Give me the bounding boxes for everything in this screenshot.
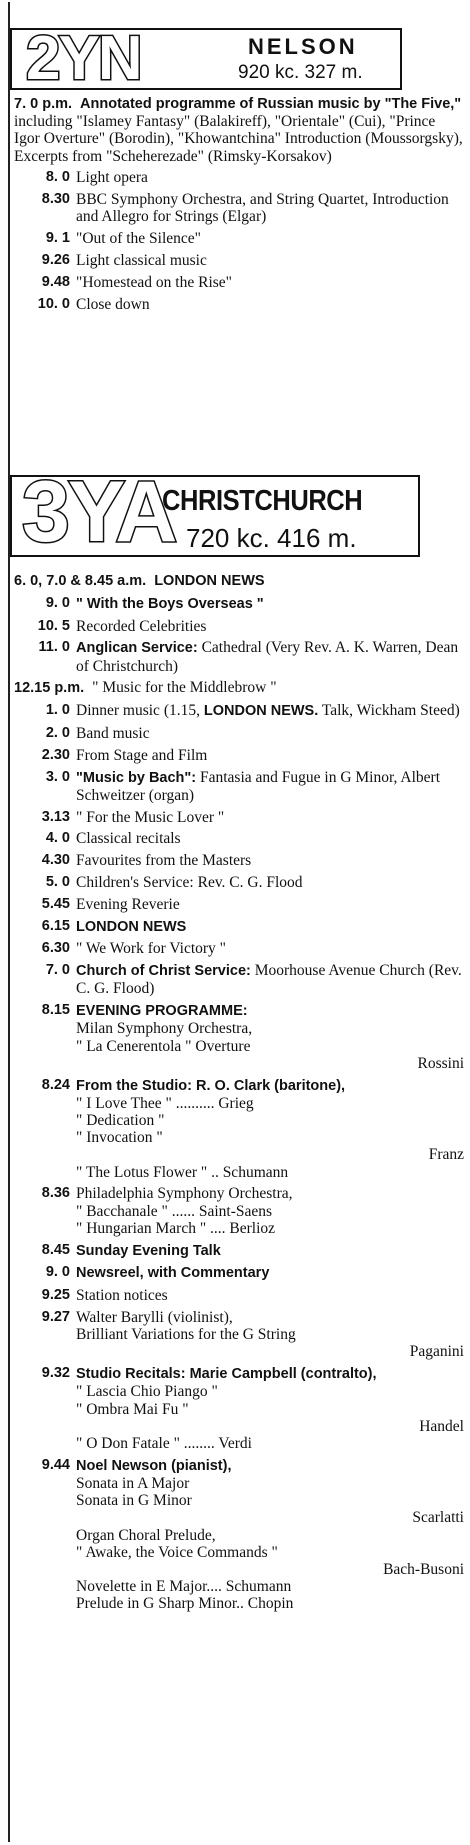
entry-desc: Light classical music: [76, 252, 207, 269]
schedule-entry: [14, 852, 464, 869]
entry-bold: "Music by Bach":: [76, 769, 197, 786]
entry-line: " Lascia Chio Piango ": [76, 1383, 218, 1401]
entry-time: 9.44: [41, 1456, 70, 1473]
entry-text: [76, 618, 464, 635]
schedule-entry: [14, 1077, 464, 1181]
entry-time: 3. 0: [45, 768, 70, 785]
entry-line: Organ Choral Prelude,: [76, 1526, 216, 1544]
entry-time: 8.36: [41, 1185, 70, 1202]
entry-time: 8.15: [41, 1002, 70, 1019]
entry-time: 6.15: [41, 917, 70, 934]
entry-time: 8.45: [41, 1241, 70, 1258]
entry-composer: Rossini: [417, 1054, 464, 1072]
entry-time: 4.30: [41, 852, 70, 869]
entry-time: 6.30: [41, 940, 70, 957]
entry-text: [76, 191, 464, 225]
schedule-entry: [14, 618, 464, 635]
entry-bold: Noel Newson (pianist),: [76, 1457, 232, 1474]
station-callsign: 3YA: [22, 464, 176, 560]
entry-desc: Close down: [76, 295, 150, 313]
schedule-entry: [14, 725, 464, 742]
entry-text: [76, 274, 464, 291]
entry-time: 2.30: [41, 746, 70, 763]
entry-composer: Franz: [428, 1146, 464, 1164]
entry-composer: Scarlatti: [412, 1509, 464, 1527]
schedule-entry: [14, 702, 464, 720]
entry-line: " The Lotus Flower " .. Schumann: [76, 1163, 289, 1181]
schedule-entry: [14, 874, 464, 891]
entry-desc: Evening Reverie: [76, 895, 180, 913]
entry-composer: Bach-Busoni: [383, 1561, 464, 1578]
entry-text: [76, 918, 464, 936]
entry-time: 9. 0: [45, 594, 70, 611]
entry-time: 10. 0: [37, 295, 70, 312]
entry-composer: Handel: [419, 1417, 464, 1435]
entry-line: " Dedication ": [76, 1111, 165, 1129]
schedule-entry: [14, 1242, 464, 1260]
schedule-entry: [14, 962, 464, 997]
entry-desc: " For the Music Lover ": [76, 808, 225, 826]
schedule-entry: [14, 1457, 464, 1613]
entry-bold: Church of Christ Service:: [76, 963, 251, 980]
entry-text: [76, 852, 464, 869]
entry-text: [76, 940, 464, 957]
entry-line: Novelette in E Major.... Schumann: [76, 1578, 292, 1596]
entry-desc: Dinner music (1.15,: [76, 702, 204, 720]
entry-text: [76, 830, 464, 847]
entry-bold: LONDON NEWS: [76, 918, 187, 935]
entry-time: 9. 1: [45, 230, 70, 247]
entry-desc: From Stage and Film: [76, 746, 208, 764]
schedule-entry: [14, 769, 464, 804]
entry-bold: Newsreel, with Commentary: [76, 1265, 270, 1282]
entry-desc: "Out of the Silence": [76, 230, 201, 248]
schedule-entry: [14, 595, 464, 613]
entry-desc: Favourites from the Masters: [76, 852, 252, 870]
entry-time: 8.30: [41, 191, 70, 208]
schedule-entry: [14, 252, 464, 269]
entry-text: [76, 296, 464, 313]
entry-text: [76, 1309, 464, 1361]
entry-time: 9.27: [41, 1308, 70, 1325]
entry-text: [76, 874, 464, 891]
entry-text: [76, 1002, 464, 1072]
schedule-entry: [14, 296, 464, 313]
entry-time: 9.48: [41, 273, 70, 290]
schedule-entry: [14, 896, 464, 913]
entry-desc: Moorhouse Avenue Church (Rev. C. G. Flood): [76, 962, 462, 998]
entry-desc: " We Work for Victory ": [76, 940, 226, 958]
entry-text: [76, 252, 464, 269]
entry-time: 7. 0: [45, 962, 70, 979]
station-header-christchurch: [10, 464, 420, 560]
entry-line: " Bacchanale " ...... Saint-Saens: [76, 1202, 273, 1220]
column-rule: [8, 2, 10, 1842]
entry-line: " Invocation ": [76, 1129, 163, 1147]
entry-line: Milan Symphony Orchestra,: [76, 1020, 253, 1038]
entry-time: 2. 0: [45, 724, 70, 741]
entry-text: [76, 1264, 464, 1282]
entry-composer: Paganini: [409, 1343, 464, 1361]
entry-desc: Band music: [76, 724, 150, 742]
entry-text: [92, 679, 276, 696]
station-frequency: 720 kc. 416 m.: [186, 523, 357, 553]
entry-desc: Cathedral (Very Rev. A. K. Warren, Dean of Christchurch): [76, 639, 459, 675]
entry-desc: "Homestead on the Rise": [76, 273, 232, 291]
entry-text: [154, 572, 264, 589]
entry-text: [76, 1185, 464, 1237]
entry-desc: Children's Service: Rev. C. G. Flood: [76, 873, 303, 891]
entry-time: 5.45: [41, 895, 70, 912]
entry-time: 10. 5: [37, 617, 70, 634]
entry-desc: Light opera: [76, 169, 148, 187]
station-frequency: 920 kc. 327 m.: [238, 62, 363, 83]
entry-line: " O Don Fatale " ........ Verdi: [76, 1434, 252, 1452]
entry-text: [76, 702, 464, 720]
entry-time: 6. 0, 7.0 & 8.45 a.m.: [14, 573, 147, 589]
schedule-entry: [14, 1264, 464, 1282]
entry-text: [76, 747, 464, 764]
station-header-nelson: [10, 24, 402, 93]
entry-line: " Hungarian March " .... Berlioz: [76, 1219, 276, 1237]
entry-time: 1. 0: [45, 702, 70, 719]
entry-desc: Talk, Wickham Steed): [318, 702, 460, 720]
schedule-entry: [14, 95, 464, 165]
entry-text: [76, 809, 464, 826]
entry-time: 9.26: [41, 252, 70, 268]
entry-bold: LONDON NEWS.: [203, 703, 319, 720]
entry-time: 8.24: [41, 1076, 70, 1093]
entry-bold: EVENING PROGRAMME:: [76, 1003, 248, 1020]
entry-desc: Station notices: [76, 1287, 168, 1305]
entry-text: [76, 1242, 464, 1260]
station-callsign: 2YN: [26, 24, 141, 93]
christchurch-schedule: [14, 572, 464, 1617]
entry-line: Brilliant Variations for the G String: [76, 1326, 296, 1344]
entry-text: [76, 1287, 464, 1304]
entry-time: 9.32: [41, 1365, 70, 1382]
station-name: CHRISTCHURCH: [162, 485, 363, 517]
schedule-entry: [14, 679, 464, 697]
schedule-entry: [14, 1309, 464, 1361]
schedule-entry: [14, 940, 464, 957]
entry-text: [76, 639, 464, 674]
entry-bold: Sunday Evening Talk: [76, 1242, 221, 1259]
schedule-entry: [14, 1365, 464, 1452]
entry-time: 9. 0: [45, 1264, 70, 1281]
entry-time: 3.13: [41, 808, 70, 825]
entry-desc: Fantasia and Fugue in G Minor, Albert Schweitzer (organ): [76, 768, 441, 804]
station-name: NELSON: [248, 34, 358, 59]
entry-time: 7. 0 p.m.: [14, 96, 73, 112]
entry-time: 8. 0: [45, 169, 70, 186]
entry-bold: From the Studio: R. O. Clark (baritone),: [76, 1077, 346, 1094]
entry-text: [76, 1077, 464, 1181]
entry-text: [76, 769, 464, 804]
entry-line: " Ombra Mai Fu ": [76, 1400, 189, 1418]
entry-text: [76, 169, 464, 186]
entry-desc: Recorded Celebrities: [76, 617, 207, 635]
entry-text: [76, 595, 464, 613]
entry-line: Sonata in A Major: [76, 1474, 190, 1492]
entry-line: " La Cenerentola " Overture: [76, 1037, 251, 1055]
entry-text: [76, 962, 464, 997]
schedule-entry: [14, 191, 464, 225]
schedule-entry: [14, 918, 464, 936]
nelson-schedule: [14, 95, 464, 317]
entry-line: Walter Barylli (violinist),: [76, 1308, 233, 1326]
schedule-entry: [14, 1002, 464, 1072]
entry-time: 4. 0: [45, 830, 70, 847]
entry-time: 11. 0: [38, 639, 70, 656]
entry-time: 9.25: [41, 1287, 70, 1304]
entry-text: [14, 95, 463, 165]
entry-text: [76, 230, 464, 247]
entry-text: [76, 1365, 464, 1452]
schedule-entry: [14, 572, 464, 590]
schedule-entry: [14, 747, 464, 764]
entry-desc: " Music for the Middlebrow ": [92, 679, 277, 697]
schedule-entry: [14, 809, 464, 826]
entry-line: " Awake, the Voice Commands ": [76, 1543, 278, 1561]
schedule-entry: [14, 1185, 464, 1237]
schedule-entry: [14, 274, 464, 291]
entry-bold: LONDON NEWS: [154, 573, 265, 589]
entry-bold: Anglican Service:: [76, 640, 198, 657]
entry-time: 12.15 p.m.: [14, 680, 85, 697]
entry-text: [76, 896, 464, 913]
entry-line: Prelude in G Sharp Minor.. Chopin: [76, 1595, 294, 1613]
entry-text: [76, 725, 464, 742]
entry-text: [76, 1457, 464, 1613]
entry-desc: Classical recitals: [76, 830, 181, 848]
schedule-entry: [14, 230, 464, 247]
schedule-entry: [14, 169, 464, 186]
entry-desc: including "Islamey Fantasy" (Balakireff), "Orientale" (Cui), "Prince Igor Overture" (Borodin), "Khowantchina" Introduction (Moussorgsky), Excerpts from "Scheherezade" (Rimsky-Korsakov): [14, 113, 463, 165]
entry-time: 5. 0: [45, 873, 70, 890]
schedule-entry: [14, 639, 464, 674]
schedule-entry: [14, 830, 464, 847]
entry-bold: Annotated programme of Russian music by "The Five,": [80, 96, 462, 112]
entry-desc: BBC Symphony Orchestra, and String Quartet, Introduction and Allegro for Strings (Elgar): [76, 191, 449, 226]
entry-bold: Studio Recitals: Marie Campbell (contralto),: [76, 1366, 377, 1383]
entry-bold: " With the Boys Overseas ": [76, 595, 264, 612]
entry-line: Sonata in G Minor: [76, 1492, 192, 1510]
schedule-entry: [14, 1287, 464, 1304]
entry-line: " I Love Thee " .......... Grieg: [76, 1094, 254, 1112]
entry-line: Philadelphia Symphony Orchestra,: [76, 1185, 293, 1203]
